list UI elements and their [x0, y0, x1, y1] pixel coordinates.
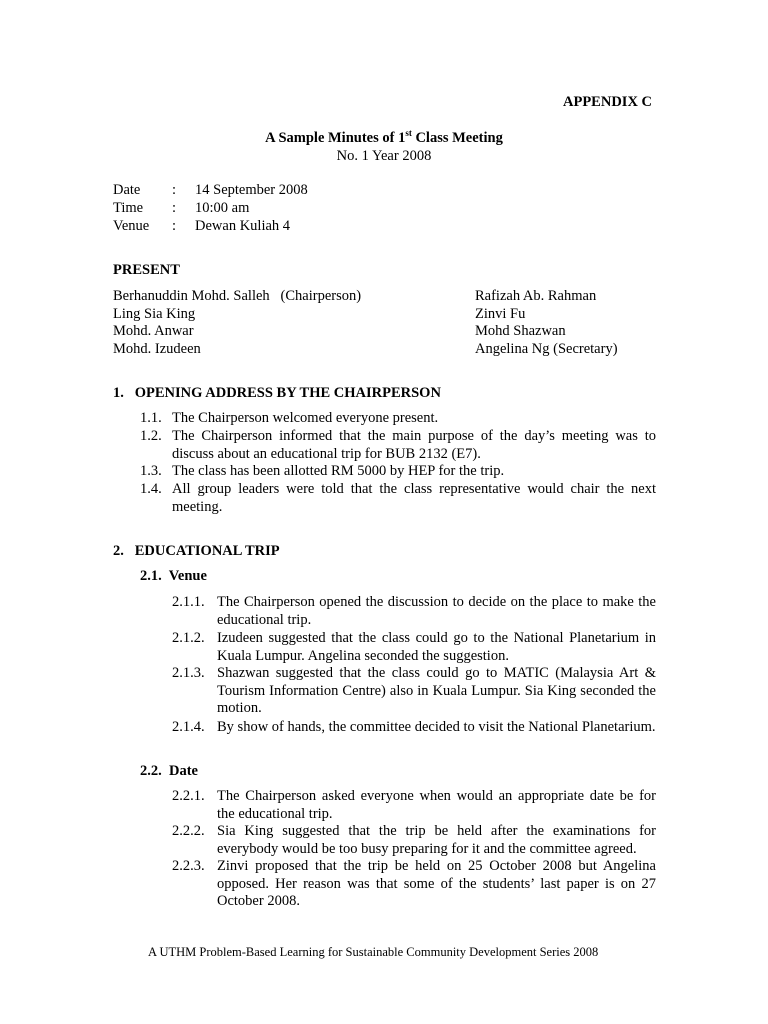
- item-number: 2.2.2.: [172, 823, 205, 839]
- present-right-0: Rafizah Ab. Rahman: [475, 288, 597, 304]
- section-1-heading: 1. OPENING ADDRESS BY THE CHAIRPERSON: [113, 385, 441, 401]
- item-number: 1.3.: [140, 463, 162, 479]
- item-text: Izudeen suggested that the class could go to the National Planetarium in Kuala Lumpur. Angelina seconded the suggestion.: [217, 630, 656, 664]
- present-right-3: Angelina Ng (Secretary): [475, 341, 618, 357]
- appendix-label: APPENDIX C: [563, 94, 653, 110]
- title-superscript: st: [405, 128, 412, 138]
- item-number: 2.1.1.: [172, 594, 205, 610]
- meta-venue-value: Dewan Kuliah 4: [195, 218, 291, 234]
- meta-time-label: Time: [113, 200, 144, 216]
- present-left-1: Ling Sia King: [113, 306, 196, 322]
- meta-date-label: Date: [113, 182, 141, 198]
- item-text: Shazwan suggested that the class could go to MATIC (Malaysia Art & Tourism Information Centre) also in Kuala Lumpur. Sia King seconded the motion.: [217, 665, 656, 717]
- page-title: [0, 130, 768, 147]
- present-heading: PRESENT: [113, 262, 180, 278]
- item-text: By show of hands, the committee decided to visit the National Planetarium.: [217, 719, 656, 735]
- item-text: The Chairperson opened the discussion to decide on the place to make the educational trip.: [217, 594, 656, 628]
- meta-venue-sep: :: [172, 218, 177, 234]
- item-text: The Chairperson informed that the main purpose of the day’s meeting was to discuss about an educational trip for BUB 2132 (E7).: [172, 428, 656, 462]
- present-left-0: Berhanuddin Mohd. Salleh (Chairperson): [113, 288, 362, 304]
- meta-date-sep: :: [172, 182, 177, 198]
- item-text: The Chairperson welcomed everyone present.: [172, 410, 439, 426]
- page-subtitle: No. 1 Year 2008: [336, 148, 432, 164]
- meta-date-value: 14 September 2008: [195, 182, 308, 198]
- present-left-3: Mohd. Izudeen: [113, 341, 201, 357]
- subsection-venue-heading: 2.1. Venue: [140, 568, 207, 584]
- item-number: 2.1.3.: [172, 665, 205, 681]
- item-number: 2.1.4.: [172, 719, 205, 735]
- present-right-2: Mohd Shazwan: [475, 323, 566, 339]
- meta-venue-label: Venue: [113, 218, 150, 234]
- present-right-1: Zinvi Fu: [475, 306, 526, 322]
- present-left-2: Mohd. Anwar: [113, 323, 194, 339]
- item-number: 2.2.3.: [172, 858, 205, 874]
- item-number: 2.2.1.: [172, 788, 205, 804]
- meta-time-sep: :: [172, 200, 177, 216]
- meta-time-value: 10:00 am: [195, 200, 250, 216]
- title-text: A Sample Minutes of 1: [265, 130, 406, 146]
- item-number: 1.4.: [140, 481, 162, 497]
- item-text: The Chairperson asked everyone when would an appropriate date be for the educational trip.: [217, 788, 656, 822]
- section-2-heading: 2. EDUCATIONAL TRIP: [113, 543, 280, 559]
- item-text: All group leaders were told that the class representative would chair the next meeting.: [172, 481, 656, 515]
- item-number: 1.1.: [140, 410, 162, 426]
- title-text-end: Class Meeting: [411, 130, 503, 146]
- item-text: The class has been allotted RM 5000 by HEP for the trip.: [172, 463, 505, 479]
- item-text: Zinvi proposed that the trip be held on 25 October 2008 but Angelina opposed. Her reason was that some of the students’ last paper is on 27 October 2008.: [217, 858, 656, 910]
- subsection-date-heading: 2.2. Date: [140, 763, 198, 779]
- item-text: Sia King suggested that the trip be held after the examinations for everybody would be too busy preparing for it and the committee agreed.: [217, 823, 656, 857]
- item-number: 1.2.: [140, 428, 162, 444]
- page-footer: A UTHM Problem-Based Learning for Sustainable Community Development Series 2008: [148, 945, 599, 959]
- item-number: 2.1.2.: [172, 630, 205, 646]
